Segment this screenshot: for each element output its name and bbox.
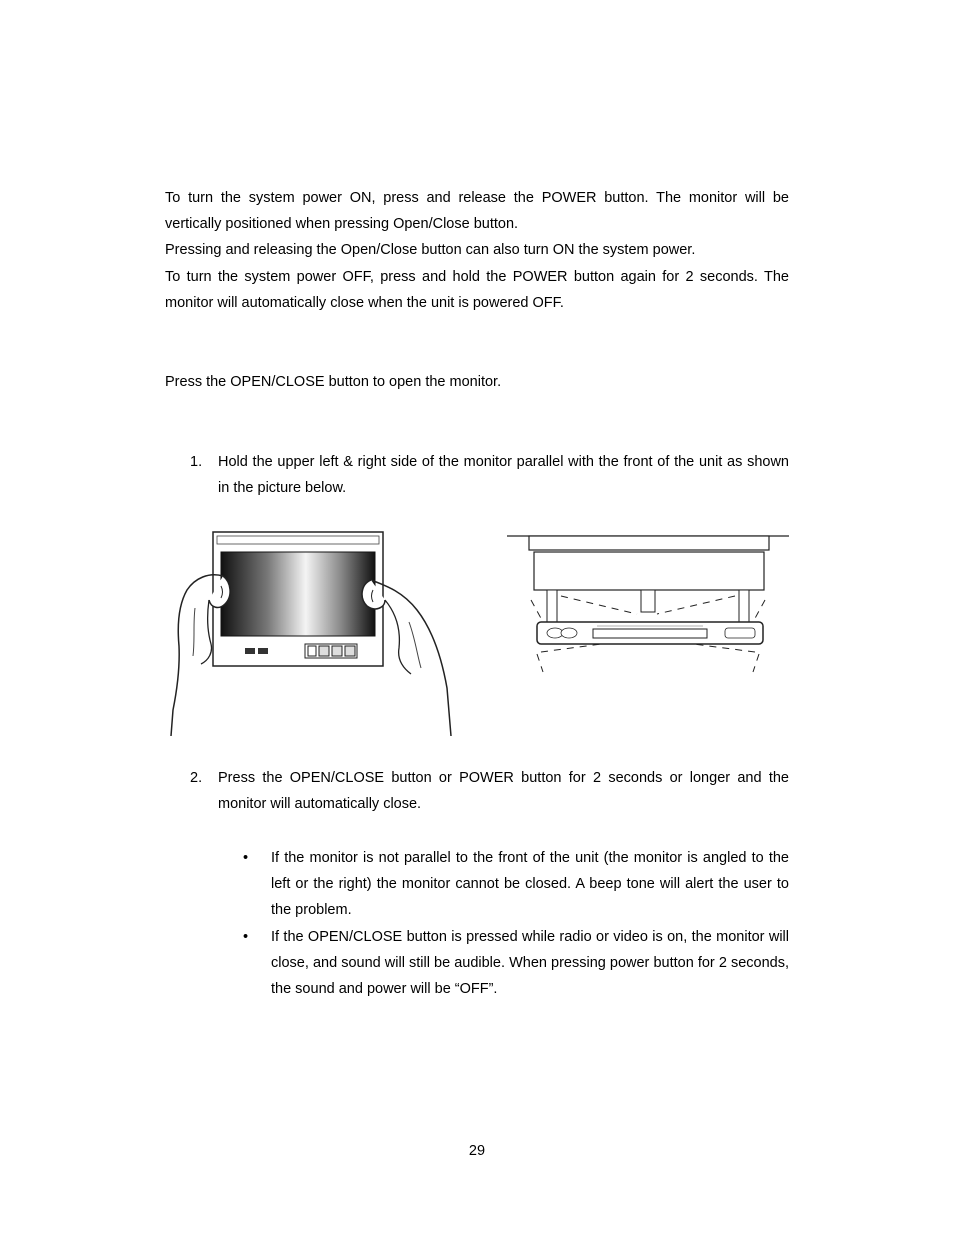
power-off-paragraph: To turn the system power OFF, press and hold the POWER button again for 2 seconds. The monitor will automatically close when the unit is powered OFF. [165, 269, 789, 311]
top-view-unit-illustration [507, 534, 789, 680]
step-number: 2. [190, 770, 203, 786]
open-close-power-paragraph: Pressing and releasing the Open/Close button can also turn ON the system power. [165, 242, 696, 258]
bullet-item-angled-monitor [243, 845, 789, 923]
step-text: Press the OPEN/CLOSE button or POWER button for 2 seconds or longer and the monitor will automatically close. [218, 770, 789, 812]
page-number: 29 [468, 1143, 486, 1159]
open-monitor-paragraph: Press the OPEN/CLOSE button to open the monitor. [165, 374, 502, 390]
bullet-symbol: • [243, 850, 249, 866]
power-on-paragraph: To turn the system power ON, press and release the POWER button. The monitor will be vertically positioned when pressing Open/Close button. [165, 190, 789, 232]
bullet-text: If the OPEN/CLOSE button is pressed while radio or video is on, the monitor will close, and sound will still be audible. When pressing power button for 2 seconds, the sound and power will be “OFF”. [271, 929, 789, 997]
bullet-text: If the monitor is not parallel to the front of the unit (the monitor is angled to the left or the right) the monitor cannot be closed. A beep tone will alert the user to the problem. [271, 850, 789, 918]
step-2 [190, 765, 789, 817]
step-text: Hold the upper left & right side of the monitor parallel with the front of the unit as shown in the picture below. [218, 454, 789, 496]
step-1 [190, 449, 789, 501]
bullet-symbol: • [243, 929, 249, 945]
step-number: 1. [190, 454, 203, 470]
bullet-item-sound-audible [243, 924, 789, 1002]
hands-holding-monitor-illustration [165, 528, 455, 740]
